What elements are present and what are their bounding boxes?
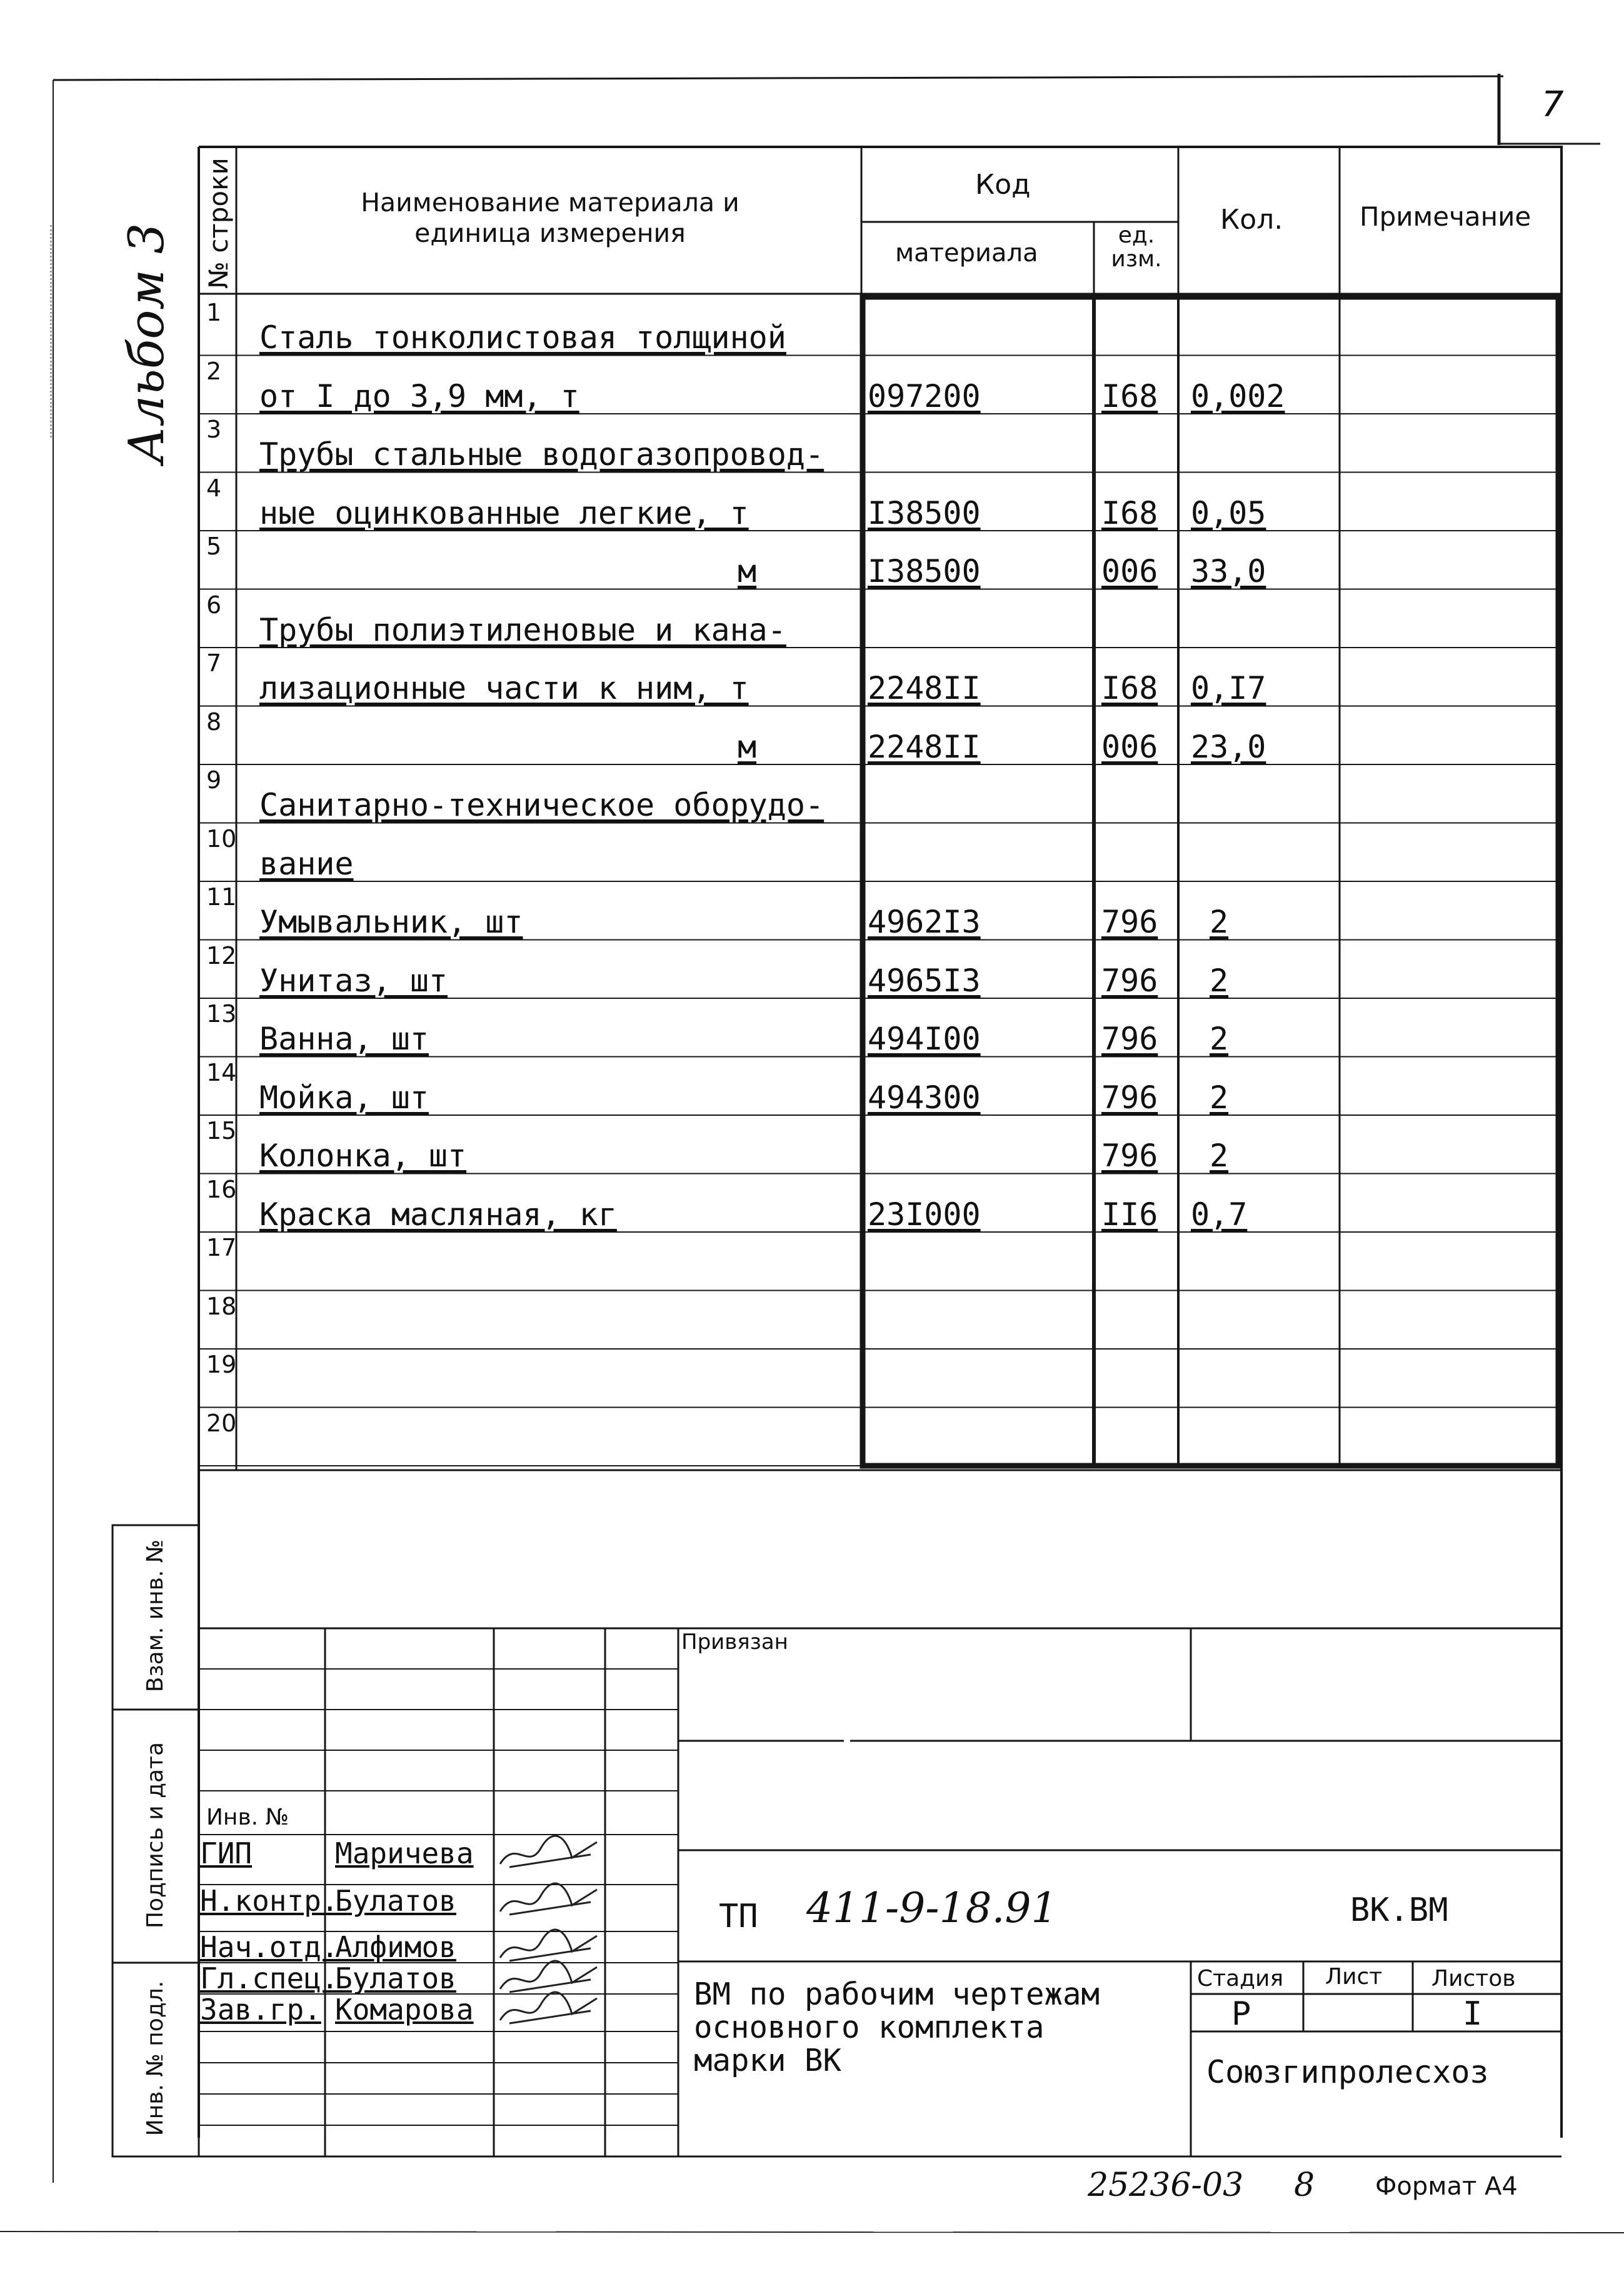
row-quantity: 0,05 — [1191, 494, 1266, 531]
row-unit-code: 796 — [1101, 962, 1158, 999]
row-name: Ванна, шт — [259, 1021, 429, 1057]
row-material-code: I38500 — [868, 553, 981, 589]
row-unit-code: I68 — [1101, 670, 1158, 706]
sheets-value: I — [1463, 1995, 1483, 2033]
row-number: 5 — [206, 533, 222, 560]
row-material-code: 2248II — [868, 670, 981, 706]
row-name: Сталь тонколистовая толщиной — [259, 319, 786, 356]
table-row — [0, 764, 1624, 823]
row-quantity: 0,002 — [1191, 378, 1285, 414]
doc-code: ВК.ВМ — [1350, 1891, 1448, 1929]
row-name: Умывальник, шт — [259, 904, 523, 940]
table-row — [0, 1174, 1624, 1233]
signature-scribble — [497, 1880, 603, 1924]
row-name: Мойка, шт — [259, 1079, 429, 1116]
row-number: 9 — [206, 766, 222, 794]
table-row — [0, 1232, 1624, 1291]
signer-role: Нач.отд. — [200, 1930, 339, 1964]
privyazan-label: Привязан — [681, 1630, 788, 1655]
row-material-code: I38500 — [868, 494, 981, 531]
row-number: 20 — [206, 1409, 237, 1437]
signer-name: Булатов — [335, 1961, 456, 1995]
row-number: 4 — [206, 474, 222, 502]
signer-name: Маричева — [335, 1836, 474, 1870]
signature-scribble — [497, 1833, 603, 1876]
row-number: 1 — [206, 299, 222, 326]
sheet-label: Лист — [1325, 1964, 1383, 1990]
table-row — [0, 414, 1624, 473]
row-material-code: 4965I3 — [868, 962, 981, 999]
table-row — [0, 589, 1624, 648]
table-row — [0, 706, 1624, 765]
material-code-header: материала — [895, 239, 1038, 268]
row-quantity: 2 — [1210, 1079, 1229, 1116]
row-unit-code: 006 — [1101, 553, 1158, 589]
row-number-header: № строки — [203, 158, 234, 289]
row-material-code: 097200 — [868, 378, 981, 414]
row-quantity: 2 — [1210, 1138, 1229, 1174]
signer-name: Алфимов — [335, 1930, 456, 1964]
unit-code-header: ед. изм. — [1111, 223, 1162, 272]
format-label: Формат А4 — [1375, 2172, 1518, 2201]
row-material-code: 4962I3 — [868, 904, 981, 940]
row-material-code: 2248II — [868, 728, 981, 765]
row-quantity: 2 — [1210, 962, 1229, 999]
row-name: от I до 3,9 мм, т — [259, 378, 579, 414]
stage-label: Стадия — [1197, 1966, 1284, 1991]
reference-number: 25236-03 — [1088, 2166, 1244, 2204]
table-row — [0, 1057, 1624, 1116]
row-number: 13 — [206, 1000, 237, 1028]
row-unit-code: 796 — [1101, 1021, 1158, 1057]
row-quantity: 2 — [1210, 1021, 1229, 1057]
row-name: м — [738, 728, 757, 765]
table-row — [0, 823, 1624, 882]
row-name: Трубы стальные водогазопровод- — [259, 436, 825, 473]
row-unit-code: I68 — [1101, 378, 1158, 414]
signer-name: Булатов — [335, 1884, 456, 1918]
row-number: 18 — [206, 1292, 237, 1320]
table-row — [0, 648, 1624, 706]
row-name: Санитарно-техническое оборудо- — [259, 787, 825, 823]
row-number: 11 — [206, 883, 237, 911]
row-number: 12 — [206, 941, 237, 969]
row-number: 3 — [206, 416, 222, 443]
album-note: Альбом 3 — [119, 223, 175, 464]
row-name: лизационные части к ним, т — [259, 670, 749, 706]
row-number: 17 — [206, 1234, 237, 1261]
row-material-code: 494I00 — [868, 1021, 981, 1057]
row-material-code: 23I000 — [868, 1196, 981, 1233]
sheets-label: Листов — [1431, 1966, 1516, 1991]
page-number: 7 — [1541, 84, 1564, 125]
row-number: 2 — [206, 357, 222, 385]
row-number: 15 — [206, 1117, 237, 1144]
table-row — [0, 1115, 1624, 1174]
original-inv-label: Инв. № подл. — [143, 1980, 168, 2136]
table-row — [0, 1349, 1624, 1408]
row-name: Краска масляная, кг — [259, 1196, 617, 1233]
stage-value: Р — [1231, 1995, 1251, 2033]
signer-role: ГИП — [200, 1836, 253, 1870]
row-unit-code: 006 — [1101, 728, 1158, 765]
signature-scribble — [497, 1989, 603, 2033]
row-material-code: 494300 — [868, 1079, 981, 1116]
inv-number-label: Инв. № — [206, 1805, 289, 1830]
table-row — [0, 473, 1624, 531]
row-unit-code: 796 — [1101, 1138, 1158, 1174]
row-number: 10 — [206, 824, 237, 853]
row-quantity: 33,0 — [1191, 553, 1266, 589]
row-number: 6 — [206, 591, 222, 619]
table-row — [0, 297, 1624, 356]
table-row — [0, 940, 1624, 999]
row-unit-code: 796 — [1101, 1079, 1158, 1116]
row-number: 19 — [206, 1351, 237, 1378]
note-header: Примечание — [1360, 201, 1531, 232]
table-row — [0, 1291, 1624, 1350]
row-name: Колонка, шт — [259, 1138, 467, 1174]
row-unit-code: 796 — [1101, 904, 1158, 940]
signer-name: Комарова — [335, 1993, 474, 2026]
code-column-header: Код — [975, 169, 1031, 201]
replace-inv-label: Взам. инв. № — [143, 1539, 168, 1693]
table-row — [0, 356, 1624, 414]
row-unit-code: I68 — [1101, 494, 1158, 531]
signer-role: Гл.спец. — [200, 1961, 339, 1995]
quantity-header: Кол. — [1220, 204, 1283, 236]
row-name: вание — [259, 845, 354, 882]
organization-name: Союзгипролесхоз — [1206, 2054, 1489, 2090]
row-name: м — [738, 553, 757, 589]
row-name: Трубы полиэтиленовые и кана- — [259, 611, 786, 648]
row-quantity: 0,7 — [1191, 1196, 1248, 1233]
row-unit-code: II6 — [1101, 1196, 1158, 1233]
row-number: 8 — [206, 708, 222, 736]
table-row — [0, 998, 1624, 1057]
row-quantity: 23,0 — [1191, 728, 1266, 765]
signer-role: Зав.гр. — [200, 1993, 321, 2026]
tp-number: 411-9-18.91 — [806, 1884, 1058, 1932]
row-number: 7 — [206, 649, 222, 677]
name-column-header: Наименование материала и единица измерения — [361, 188, 739, 249]
row-name: Унитаз, шт — [259, 962, 448, 999]
table-row — [0, 881, 1624, 940]
drawing-title: ВМ по рабочим чертежам основного комплекта марки ВК — [694, 1976, 1100, 2078]
row-number: 16 — [206, 1175, 237, 1203]
row-quantity: 2 — [1210, 904, 1229, 940]
signature-date-label: Подпись и дата — [143, 1741, 168, 1929]
row-number: 14 — [206, 1058, 237, 1086]
reference-sheet: 8 — [1294, 2166, 1315, 2204]
tp-prefix: ТП — [719, 1898, 758, 1935]
signer-role: Н.контр. — [200, 1884, 339, 1918]
table-row — [0, 1408, 1624, 1466]
row-quantity: 0,I7 — [1191, 670, 1266, 706]
table-row — [0, 531, 1624, 589]
row-name: ные оцинкованные легкие, т — [259, 494, 749, 531]
